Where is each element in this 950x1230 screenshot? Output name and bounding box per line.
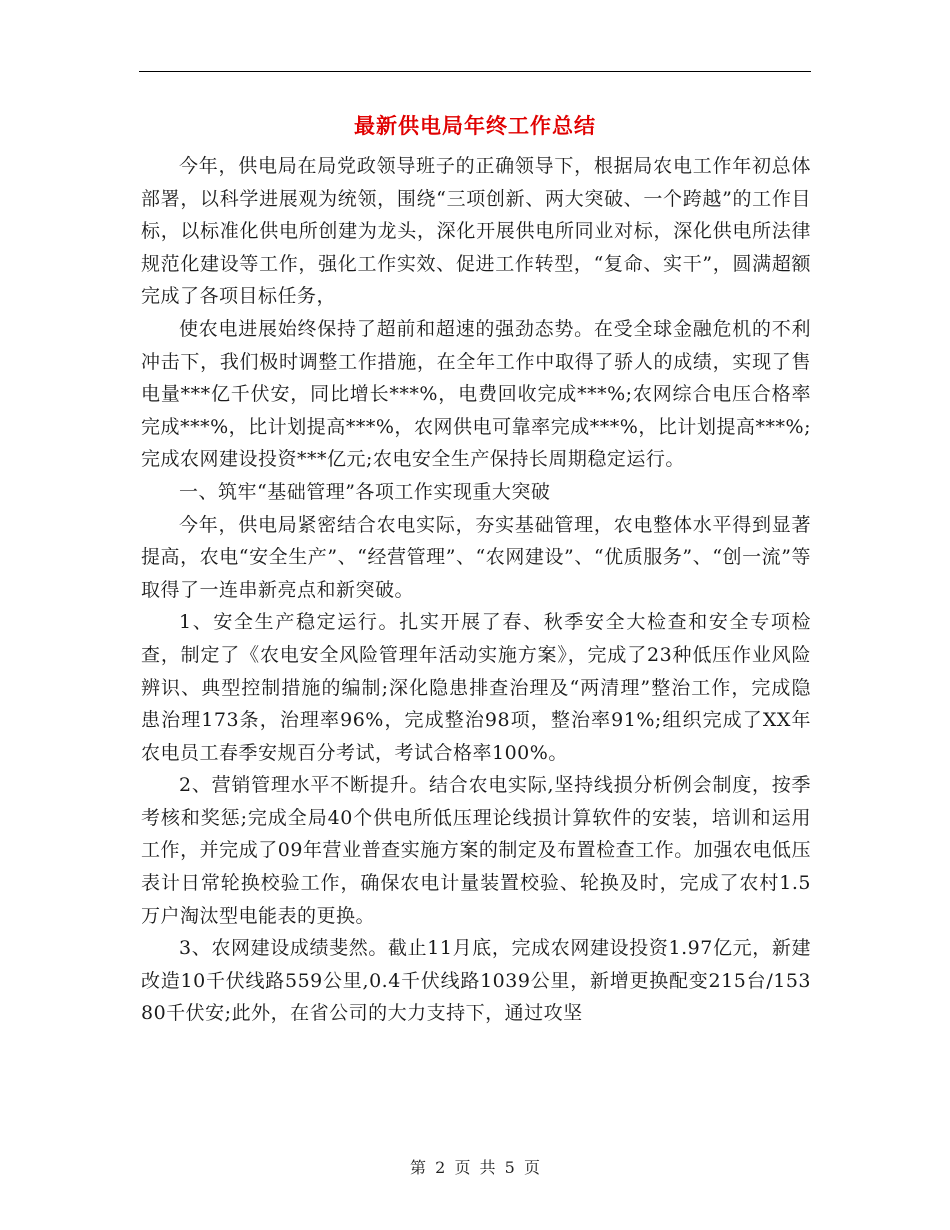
paragraph-intro: 今年，供电局在局党政领导班子的正确领导下，根据局农电工作年初总体部署，以科学进展观为统领，围绕“三项创新、两大突破、一个跨越”的工作目标，以标准化供电所创建为龙头，深化开展供电所同业对标，深化供电所法律规范化建设等工作，强化工作实效、促进工作转型，“复命、实干”，圆满超额完成了各项目标任务， <box>141 155 811 308</box>
section-heading-1: 一、筑牢“基础管理”各项工作实现重大突破 <box>179 480 551 503</box>
footer-label-gong: 共 <box>479 1158 496 1177</box>
document-title: 最新供电局年终工作总结 <box>354 113 596 138</box>
footer-total-pages: 5 <box>504 1158 515 1177</box>
footer-current-page: 2 <box>435 1158 446 1177</box>
paragraph-safety: 1、安全生产稳定运行。扎实开展了春、秋季安全大检查和安全专项检查，制定了《农电安全风险管理年活动实施方案》，完成了23种低压作业风险辨识、典型控制措施的编制;深化隐患排查治理及“两清理”整治工作，完成隐患治理173条，治理率96%，完成整治98项，整治率91%;组织完成了XX年农电员工春季安规百分考试，考试合格率100%。 <box>141 611 811 764</box>
footer-label-ye-2: 页 <box>523 1158 540 1177</box>
paragraph-results: 使农电进展始终保持了超前和超速的强劲态势。在受全球金融危机的不利冲击下，我们极时调整工作措施，在全年工作中取得了骄人的成绩，实现了售电量***亿千伏安，同比增长***%，电费回收完成***%;农网综合电压合格率完成***%，比计划提高***%，农网供电可靠率完成***%，比计划提高***%;完成农网建设投资***亿元;农电安全生产保持长周期稳定运行。 <box>141 317 811 471</box>
footer-label-di: 第 <box>410 1158 427 1177</box>
paragraph-marketing: 2、营销管理水平不断提升。结合农电实际,坚持线损分析例会制度，按季考核和奖惩;完成全局40个供电所低压理论线损计算软件的安装，培训和运用工作，并完成了09年营业普查实施方案的制定及布置检查工作。加强农电低压表计日常轮换校验工作，确保农电计量装置校验、轮换及时，完成了农村1.5万户淘汰型电能表的更换。 <box>141 774 811 927</box>
paragraph-section-1-intro: 今年，供电局紧密结合农电实际，夯实基础管理，农电整体水平得到显著提高，农电“安全生产”、“经营管理”、“农网建设”、“优质服务”、“创一流”等取得了一连串新亮点和新突破。 <box>141 513 811 601</box>
document-body <box>141 150 811 1030</box>
header-rule <box>139 71 811 72</box>
paragraph-grid-construction: 3、农网建设成绩斐然。截止11月底，完成农网建设投资1.97亿元，新建改造10千伏线路559公里,0.4千伏线路1039公里，新增更换配变215台/15380千伏安;此外，在省公司的大力支持下，通过攻坚 <box>141 937 811 1025</box>
page-footer <box>0 1155 950 1178</box>
footer-label-ye: 页 <box>454 1158 471 1177</box>
